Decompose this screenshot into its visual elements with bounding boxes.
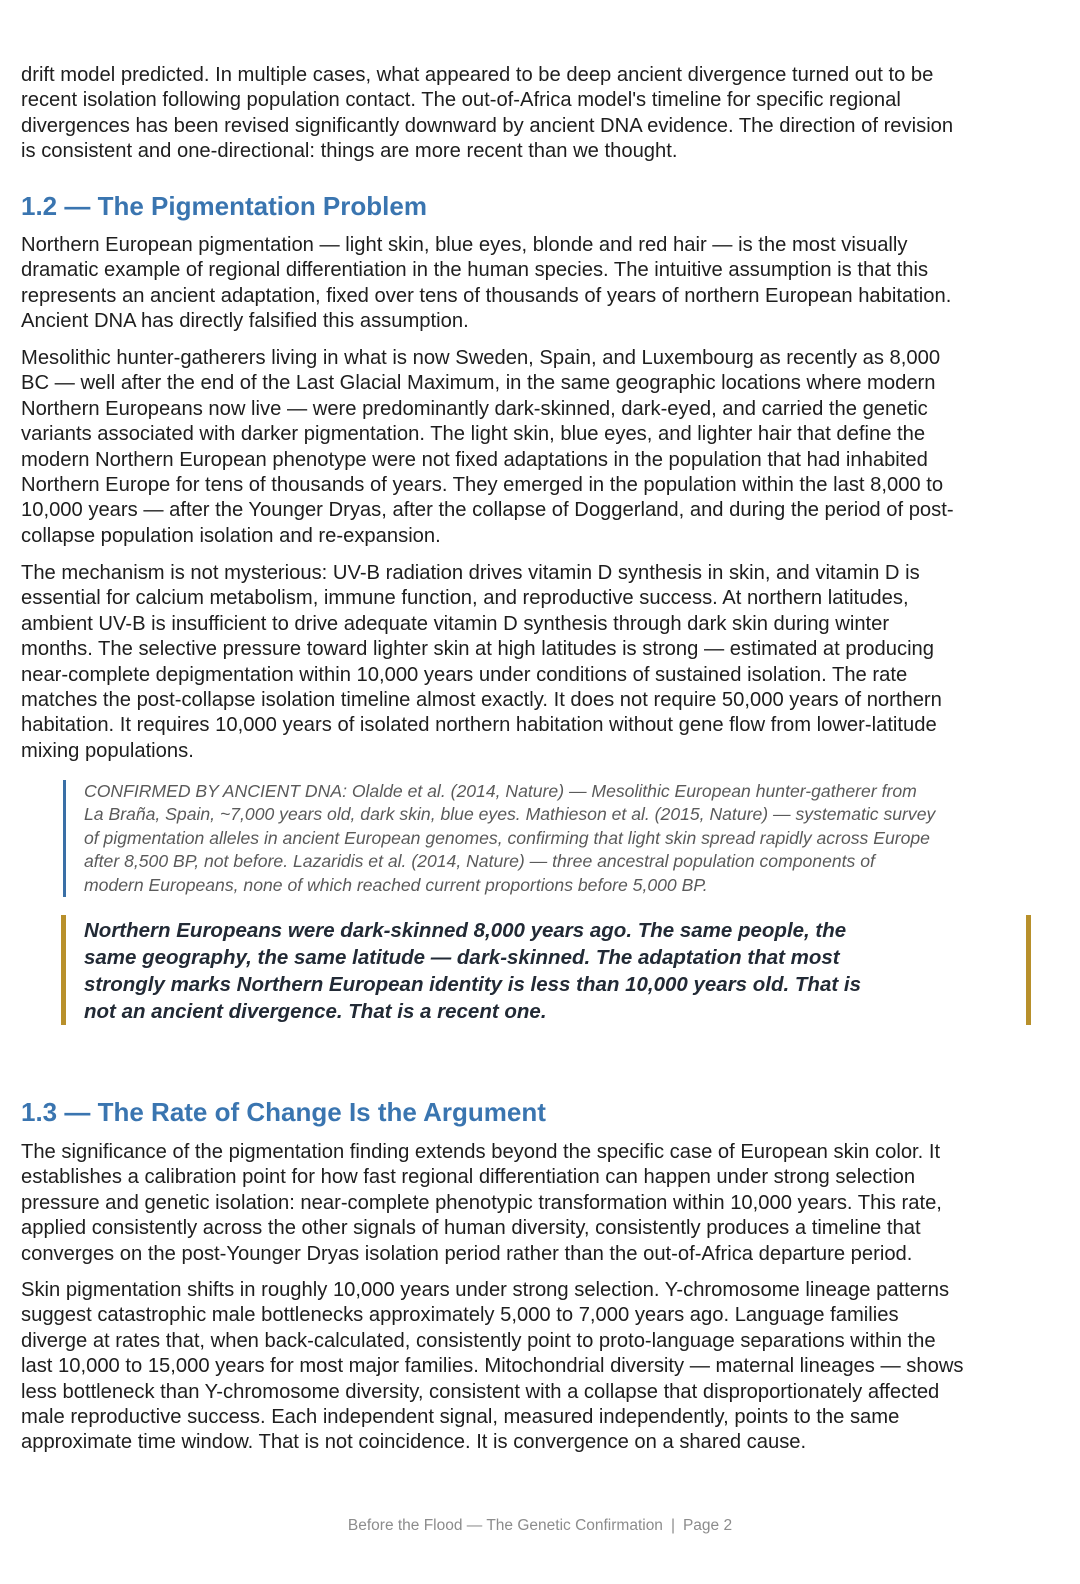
page-number: Page 2 [682, 1517, 733, 1534]
pigmentation-paragraph-2 [21, 346, 1061, 549]
text-line: Mesolithic hunter-gatherers living in what is now Sweden, Spain, and Luxembourg as recently as 8,000 [21, 347, 941, 369]
confirmation-note [63, 780, 1080, 897]
text-line: ambient UV-B is insufficient to drive adequate vitamin D synthesis through dark skin during winter [21, 612, 890, 635]
text-line: applied consistently across the other signals of human diversity, consistently produces a timeline that [21, 1217, 921, 1240]
text-line: essential for calcium metabolism, immune function, and reproductive success. At northern latitudes, [21, 587, 909, 610]
section-heading-1-2: 1.2 — The Pigmentation Problem [21, 191, 427, 221]
text-line: BC — well after the end of the Last Glacial Maximum, in the same geographic locations where modern [21, 372, 936, 395]
page-footer [0, 1517, 1080, 1535]
text-line: same geography, the same latitude — dark-skinned. The adaptation that most [84, 946, 840, 969]
intro-paragraph [21, 63, 1061, 165]
rate-paragraph-2 [21, 1278, 1061, 1456]
rate-paragraph-1 [21, 1140, 1061, 1267]
text-line: matches the post-collapse isolation timeline almost exactly. It does not require 50,000 years of northern [21, 689, 942, 712]
text-line: near-complete depigmentation within 10,000 years under conditions of sustained isolation. The rate [21, 663, 908, 686]
text-line: diverge at rates that, when back-calculated, consistently point to proto-language separations within the [21, 1329, 936, 1352]
text-line: last 10,000 to 15,000 years for most major families. Mitochondrial diversity — maternal lineages — shows [21, 1355, 964, 1378]
pigmentation-paragraph-1 [21, 233, 1061, 335]
text-line: not an ancient divergence. That is a recent one. [84, 1000, 547, 1023]
text-line: Northern Europe for tens of thousands of years. They emerged in the population within the last 8,000 to [21, 474, 944, 497]
text-line: is consistent and one-directional: things are more recent than we thought. [21, 140, 678, 163]
text-line: converges on the post-Younger Dryas isolation period rather than the out-of-Africa departure period. [21, 1242, 913, 1265]
text-line: modern Northern European phenotype were not fixed adaptations in the population that had inhabited [21, 448, 928, 471]
text-line: months. The selective pressure toward lighter skin at high latitudes is strong — estimated at producing [21, 638, 935, 661]
text-line: The significance of the pigmentation finding extends beyond the specific case of European skin color. It [21, 1141, 941, 1163]
text-line: mixing populations. [21, 739, 194, 762]
footer-title: Before the Flood — The Genetic Confirmation [347, 1517, 663, 1534]
text-line: male reproductive success. Each independent signal, measured independently, points to the same [21, 1406, 900, 1429]
text-line: Northern Europeans were dark-skinned 8,000 years ago. The same people, the [84, 919, 847, 942]
text-line: La Braña, Spain, ~7,000 years old, dark skin, blue eyes. Mathieson et al. (2015, Nature) — systematic survey [84, 804, 936, 825]
section-heading-1-3: 1.3 — The Rate of Change Is the Argument [21, 1097, 546, 1127]
text-line: collapse population isolation and re-expansion. [21, 524, 441, 547]
text-line: less bottleneck than Y-chromosome diversity, consistent with a collapse that disproportionately affected [21, 1380, 940, 1403]
key-finding-callout [61, 915, 1031, 1025]
text-line: after 8,500 BP, not before. Lazaridis et al. (2014, Nature) — three ancestral population components of [84, 851, 875, 872]
text-line: habitation. It requires 10,000 years of isolated northern habitation without gene flow from lower-latitude [21, 714, 937, 737]
text-line: Northern Europeans now live — were predominantly dark-skinned, dark-eyed, and carried the genetic [21, 397, 928, 420]
text-line: variants associated with darker pigmentation. The light skin, blue eyes, and lighter hair that define the [21, 423, 926, 446]
text-line: 10,000 years — after the Younger Dryas, after the collapse of Doggerland, and during the period of post- [21, 499, 954, 522]
text-line: Skin pigmentation shifts in roughly 10,000 years under strong selection. Y-chromosome lineage patterns [21, 1279, 950, 1301]
pigmentation-paragraph-3 [21, 561, 1061, 764]
text-line: suggest catastrophic male bottlenecks approximately 5,000 to 7,000 years ago. Language families [21, 1304, 899, 1327]
text-line: drift model predicted. In multiple cases, what appeared to be deep ancient divergence turned out to be [21, 64, 934, 86]
text-line: strongly marks Northern European identity is less than 10,000 years old. That is [84, 973, 861, 996]
text-line: divergences has been revised significantly downward by ancient DNA evidence. The direction of revision [21, 114, 954, 137]
text-line: represents an ancient adaptation, fixed over tens of thousands of years of northern European habitation. [21, 284, 952, 307]
text-line: The mechanism is not mysterious: UV-B radiation drives vitamin D synthesis in skin, and vitamin D is [21, 562, 920, 584]
footer-separator: | [670, 1517, 675, 1534]
text-line: approximate time window. That is not coincidence. It is convergence on a shared cause. [21, 1431, 807, 1454]
text-line: Ancient DNA has directly falsified this assumption. [21, 310, 469, 333]
text-line: establishes a calibration point for how fast regional differentiation can happen under strong selection [21, 1166, 916, 1189]
text-line: recent isolation following population contact. The out-of-Africa model's timeline for specific regional [21, 89, 901, 112]
text-line: of pigmentation alleles in ancient European genomes, confirming that light skin spread rapidly across Europe [84, 827, 930, 848]
text-line: modern Europeans, none of which reached current proportions before 5,000 BP. [84, 874, 708, 895]
text-line: Northern European pigmentation — light skin, blue eyes, blonde and red hair — is the most visually [21, 234, 908, 256]
text-line: dramatic example of regional differentiation in the human species. The intuitive assumption is that this [21, 259, 929, 282]
text-line: CONFIRMED BY ANCIENT DNA: Olalde et al. (2014, Nature) — Mesolithic European hunter-gatherer from [84, 781, 917, 801]
text-line: pressure and genetic isolation: near-complete phenotypic transformation within 10,000 years. This rate, [21, 1191, 942, 1214]
